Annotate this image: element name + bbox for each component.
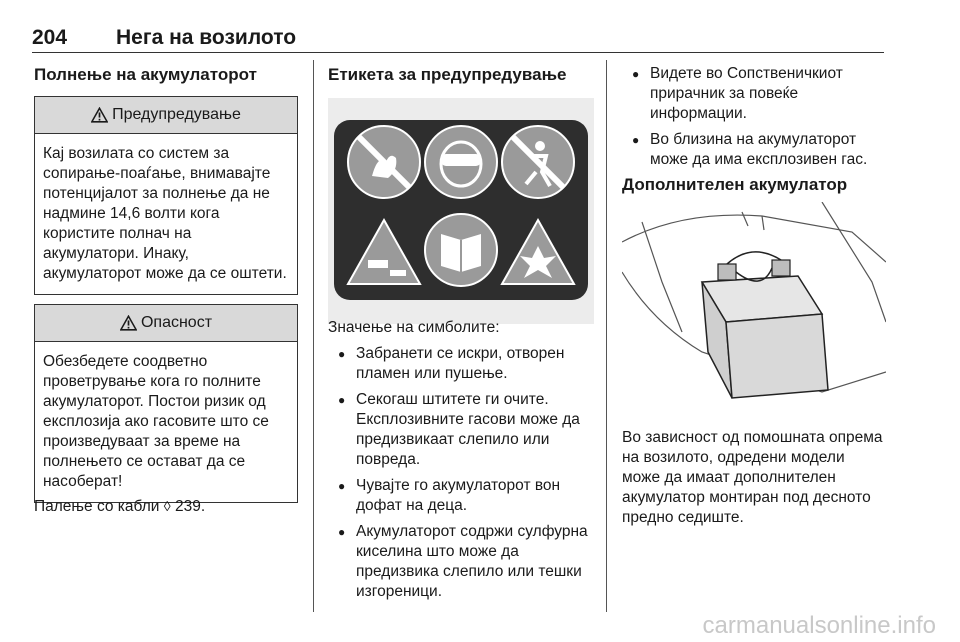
list-item: ● Секогаш штитете ги очите. Експлозивните гасови може да предизвикаат слепило или повреда. <box>328 390 594 470</box>
list-item: ● Акумулаторот содржи сулфурна киселина што може да предизвика слепило или тешки изгореници. <box>328 522 594 602</box>
warning-box-header <box>35 97 297 134</box>
battery-warning-label-image <box>328 98 594 324</box>
read-manual-icon <box>425 214 497 286</box>
symbol-list-continued <box>622 64 886 176</box>
warning-triangle-icon <box>120 315 137 331</box>
section-heading: Дополнителен акумулатор <box>622 175 848 194</box>
danger-box <box>34 304 298 503</box>
auxiliary-battery-illustration <box>622 202 886 424</box>
eye-protection-icon <box>425 126 497 198</box>
section-heading: Полнење на акумулаторот <box>34 65 257 84</box>
column-divider <box>313 60 314 612</box>
symbols-intro: Значење на симболите: <box>328 319 500 336</box>
warning-triangle-icon <box>91 107 108 123</box>
cross-reference-text: Палење со кабли <box>34 498 160 515</box>
page-header <box>32 26 884 52</box>
column-divider <box>606 60 607 612</box>
warning-box-text: Кај возилата со систем за сопирање-поаѓање, внимавајте потенцијалот за полнење да не надмине 14,6 волти кога користите полнач на акумулатори. Инаку, акумулаторот може да се оштети. <box>43 145 287 282</box>
cross-reference-page: 239. <box>174 498 206 515</box>
keep-away-children-icon <box>502 126 574 198</box>
list-item: ● Забранети се искри, отворен пламен или пушење. <box>328 344 594 384</box>
watermark: carmanualsonline.info <box>702 612 936 639</box>
danger-box-text: Обезбедете соодветно проветрување кога го полните акумулаторот. Постои ризик од експлозија ако гасовите што се произведуваат за време на полнењето се остават да се насоберат! <box>43 353 269 490</box>
list-item: ● Чувајте го акумулаторот вон дофат на деца. <box>328 476 594 516</box>
danger-box-title: Опасност <box>140 314 213 331</box>
cross-reference <box>34 496 205 517</box>
page-arrow-icon: ◊ <box>163 498 171 514</box>
auxiliary-battery-text: Во зависност од помошната опрема на возилото, одредени модели може да имаат дополнителен акумулатор монтиран под десното предно седиште. <box>622 429 883 526</box>
warning-box-title: Предупредување <box>112 106 241 123</box>
page-number: 204 <box>32 26 68 49</box>
chapter-title: Нега на возилото <box>116 26 297 49</box>
danger-box-header <box>35 305 297 342</box>
section-heading: Етикета за предупредување <box>328 65 567 84</box>
header-rule <box>32 52 884 53</box>
list-item: ● Видете во Сопственичкиот прирачник за повеќе информации. <box>622 64 886 124</box>
no-fire-icon <box>348 126 420 198</box>
list-item: ● Во близина на акумулаторот може да има експлозивен гас. <box>622 130 886 170</box>
symbol-list <box>328 344 594 608</box>
warning-box <box>34 96 298 295</box>
